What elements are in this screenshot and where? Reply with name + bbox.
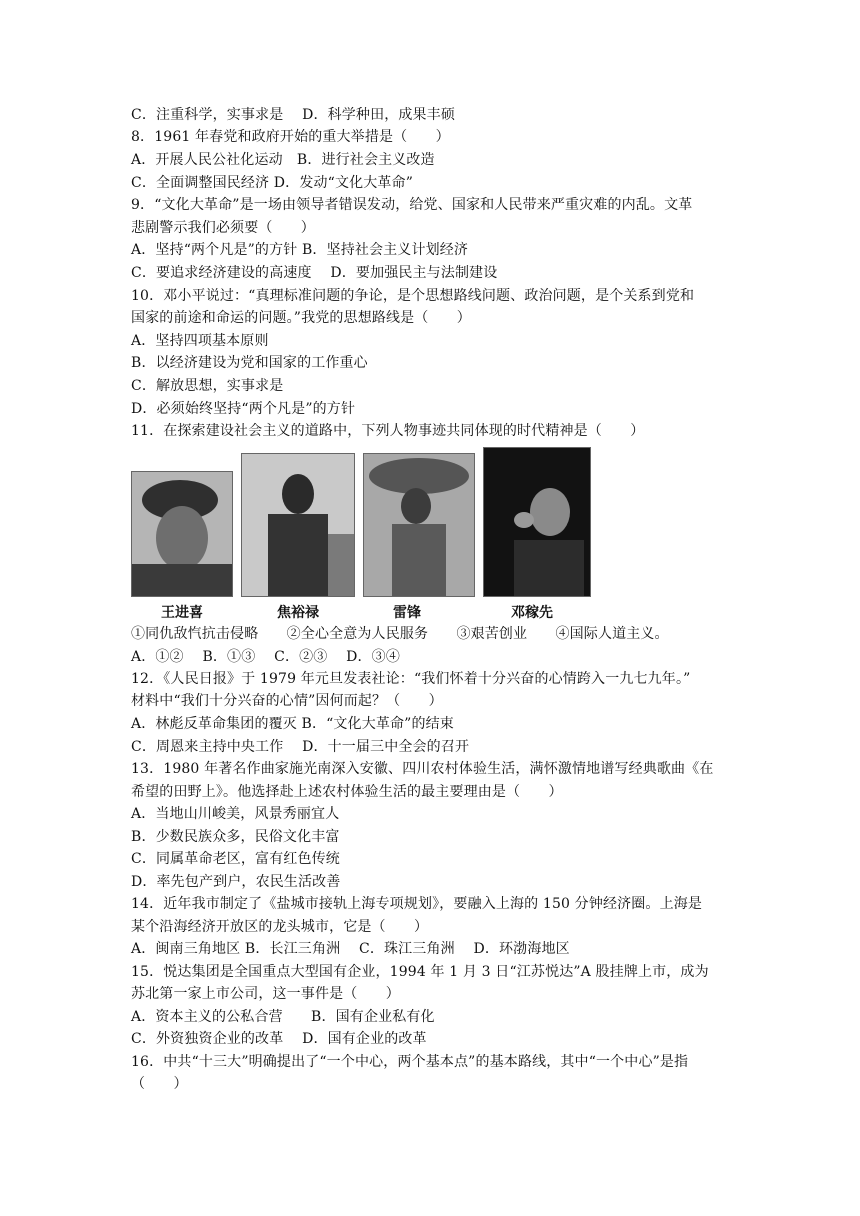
option-line: C．外资独资企业的改革 D．国有企业的改革 [131,1031,427,1047]
option-line: D．率先包产到户，农民生活改善 [131,874,341,890]
question-10-cont: 国家的前途和命运的问题。”我党的思想路线是（ ） [131,310,471,326]
question-8: 8．1961 年春党和政府开始的重大举措是（ ） [131,129,450,145]
option-line: A．资本主义的公私合营 B．国有企业私有化 [131,1009,435,1025]
question-12: 12．《人民日报》于 1979 年元旦发表社论：“我们怀着十分兴奋的心情跨入一九七九年。” [131,671,691,687]
question-9-cont: 悲剧警示我们必须要（ ） [131,220,315,236]
option-line: A．坚持“两个凡是”的方针 B．坚持社会主义计划经济 [131,242,469,258]
question-9: 9．“文化大革命”是一场由领导者错误发动，给党、国家和人民带来严重灾难的内乱。文革 [131,197,693,213]
caption-jiao-yulu: 焦裕禄 [277,605,319,621]
caption-deng-jiaxian: 邓稼先 [511,605,553,621]
question-13-cont: 希望的田野上》。他选择赴上述农村体验生活的最主要理由是（ ） [131,784,563,800]
question-10: 10．邓小平说过：“真理标准问题的争论，是个思想路线问题、政治问题，是个关系到党和 [131,288,695,304]
question-14-cont: 某个沿海经济开放区的龙头城市，它是（ ） [131,919,429,935]
option-line: C．周恩来主持中央工作 D．十一届三中全会的召开 [131,739,470,755]
question-13: 13．1980 年著名作曲家施光南深入安徽、四川农村体验生活，满怀激情地谱写经典歌曲《在 [131,761,714,777]
question-11: 11．在探索建设社会主义的道路中，下列人物事迹共同体现的时代精神是（ ） [131,423,645,439]
option-line: C．注重科学，实事求是 D．科学种田，成果丰硕 [131,107,455,123]
photo-jiao-yulu [241,453,355,597]
option-line: A．当地山川峻美，风景秀丽宜人 [131,806,340,822]
photo-lei-feng [363,453,475,597]
option-line: C．全面调整国民经济 D．发动“文化大革命” [131,175,413,191]
caption-wang-jinxi: 王进喜 [161,605,203,621]
option-line: B．少数民族众多，民俗文化丰富 [131,829,340,845]
photo-wang-jinxi [131,471,233,597]
caption-lei-feng: 雷锋 [393,605,421,621]
portrait-photos [131,447,601,625]
option-line: C．要追求经济建设的高速度 D．要加强民主与法制建设 [131,265,498,281]
question-12-cont: 材料中“我们十分兴奋的心情”因何而起？（ ） [131,693,443,709]
question-16: 16．中共“十三大”明确提出了“一个中心，两个基本点”的基本路线，其中“一个中心”是指 [131,1054,689,1070]
option-line: A．①② B．①③ C．②③ D．③④ [131,649,400,665]
option-line: A．坚持四项基本原则 [131,333,269,349]
question-15: 15．悦达集团是全国重点大型国有企业，1994 年 1 月 3 日“江苏悦达”A 股挂牌上市，成为 [131,964,709,980]
question-14: 14．近年我市制定了《盐城市接轨上海专项规划》，要融入上海的 150 分钟经济圈。上海是 [131,896,703,912]
question-11-items: ①同仇敌忾抗击侵略 ②全心全意为人民服务 ③艰苦创业 ④国际人道主义。 [131,626,669,642]
option-line: A．林彪反革命集团的覆灭 B．“文化大革命”的结束 [131,716,454,732]
option-line: A．闽南三角地区 B．长江三角洲 C．珠江三角洲 D．环渤海地区 [131,941,570,957]
photo-deng-jiaxian [483,447,591,597]
option-line: A．开展人民公社化运动 B．进行社会主义改造 [131,152,435,168]
option-line: C．同属革命老区，富有红色传统 [131,851,340,867]
option-line: B．以经济建设为党和国家的工作重心 [131,355,368,371]
question-15-cont: 苏北第一家上市公司，这一事件是（ ） [131,986,400,1002]
option-line: C．解放思想，实事求是 [131,378,284,394]
option-line: D．必须始终坚持“两个凡是”的方针 [131,401,356,417]
question-16-cont: （ ） [131,1076,188,1092]
